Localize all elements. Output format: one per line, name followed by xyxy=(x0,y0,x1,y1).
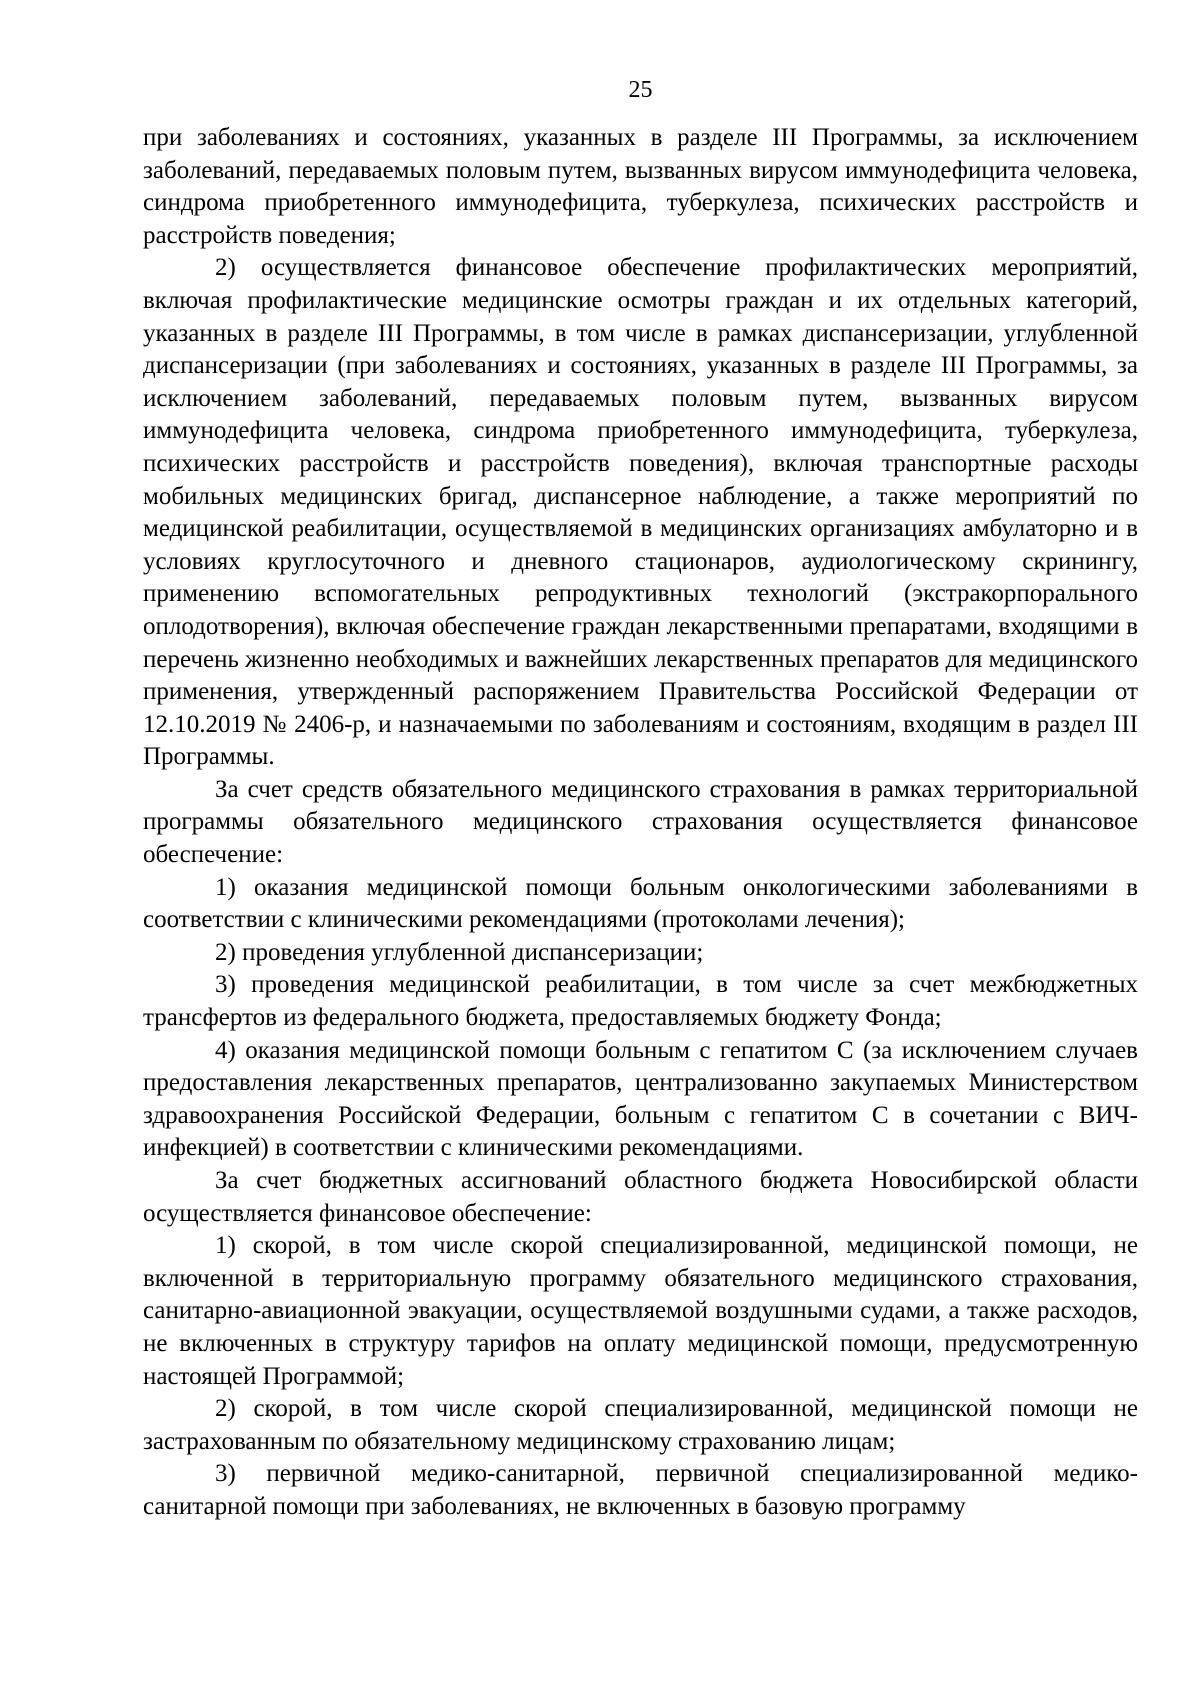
paragraph-oms-intro: За счет средств обязательного медицинского страхования в рамках территориальной программы обязательного медицинского страхования осуществляется финансовое обеспечение: xyxy=(143,775,1138,869)
paragraph-regional-budget-intro: За счет бюджетных ассигнований областного бюджета Новосибирской области осуществляется финансовое обеспечение: xyxy=(143,1167,1138,1227)
document-body xyxy=(143,122,1138,1524)
paragraph-regional-item-2: 2) скорой, в том числе скорой специализированной, медицинской помощи не застрахованным по обязательному медицинскому страхованию лицам; xyxy=(143,1395,1138,1455)
paragraph-oms-item-1: 1) оказания медицинской помощи больным онкологическими заболеваниями в соответствии с клиническими рекомендациями (протоколами лечения); xyxy=(143,873,1138,934)
paragraph-regional-item-1: 1) скорой, в том числе скорой специализированной, медицинской помощи, не включенной в территориальную программу обязательного медицинского страхования, санитарно-авиационной эвакуации, осуществляемой воздушными судами, а также расходов, не включенных в структуру тарифов на оплату медицинской помощи, предусмотренную настоящей Программой; xyxy=(143,1232,1138,1390)
paragraph-oms-item-3: 3) проведения медицинской реабилитации, в том числе за счет межбюджетных трансфертов из федерального бюджета, предоставляемых бюджету Фонда; xyxy=(143,971,1138,1032)
paragraph-regional-item-3: 3) первичной медико-санитарной, первичной специализированной медико-санитарной помощи при заболеваниях, не включенных в базовую программу xyxy=(143,1460,1138,1520)
paragraph-item-2-prevention: 2) осуществляется финансовое обеспечение профилактических мероприятий, включая профилактические медицинские осмотры граждан и их отдельных категорий, указанных в разделе III Программы, в том числе в рамках диспансеризации, углубленной диспансеризации (при заболеваниях и состояниях, указанных в разделе III Программы, за исключением заболеваний, передаваемых половым путем, вызванных вирусом иммунодефицита человека, синдрома приобретенного иммунодефицита, туберкулеза, психических расстройств и расстройств поведения), включая транспортные расходы мобильных медицинских бригад, диспансерное наблюдение, а также мероприятий по медицинской реабилитации, осуществляемой в медицинских организациях амбулаторно и в условиях круглосуточного и дневного стационаров, аудиологическому скринингу, применению вспомогательных репродуктивных технологий (экстракорпорального оплодотворения), включая обеспечение граждан лекарственными препаратами, входящими в перечень жизненно необходимых и важнейших лекарственных препаратов для медицинского применения, утвержденный распоряжением Правительства Российской Федерации от 12.10.2019 № 2406-р, и назначаемыми по заболеваниям и состояниям, входящим в раздел III Программы. xyxy=(143,254,1138,771)
paragraph-continuation: при заболеваниях и состояниях, указанных в разделе III Программы, за исключением заболеваний, передаваемых половым путем, вызванных вирусом иммунодефицита человека, синдрома приобретенного иммунодефицита, туберкулеза, психических расстройств и расстройств поведения; xyxy=(143,124,1138,249)
page-number: 25 xyxy=(628,77,653,103)
paragraph-oms-item-2: 2) проведения углубленной диспансеризации; xyxy=(215,938,704,966)
paragraph-oms-item-4: 4) оказания медицинской помощи больным с гепатитом C (за исключением случаев предоставления лекарственных препаратов, централизованно закупаемых Министерством здравоохранения Российской Федерации, больным с гепатитом C в сочетании с ВИЧ-инфекцией) в соответствии с клиническими рекомендациями. xyxy=(143,1036,1138,1162)
